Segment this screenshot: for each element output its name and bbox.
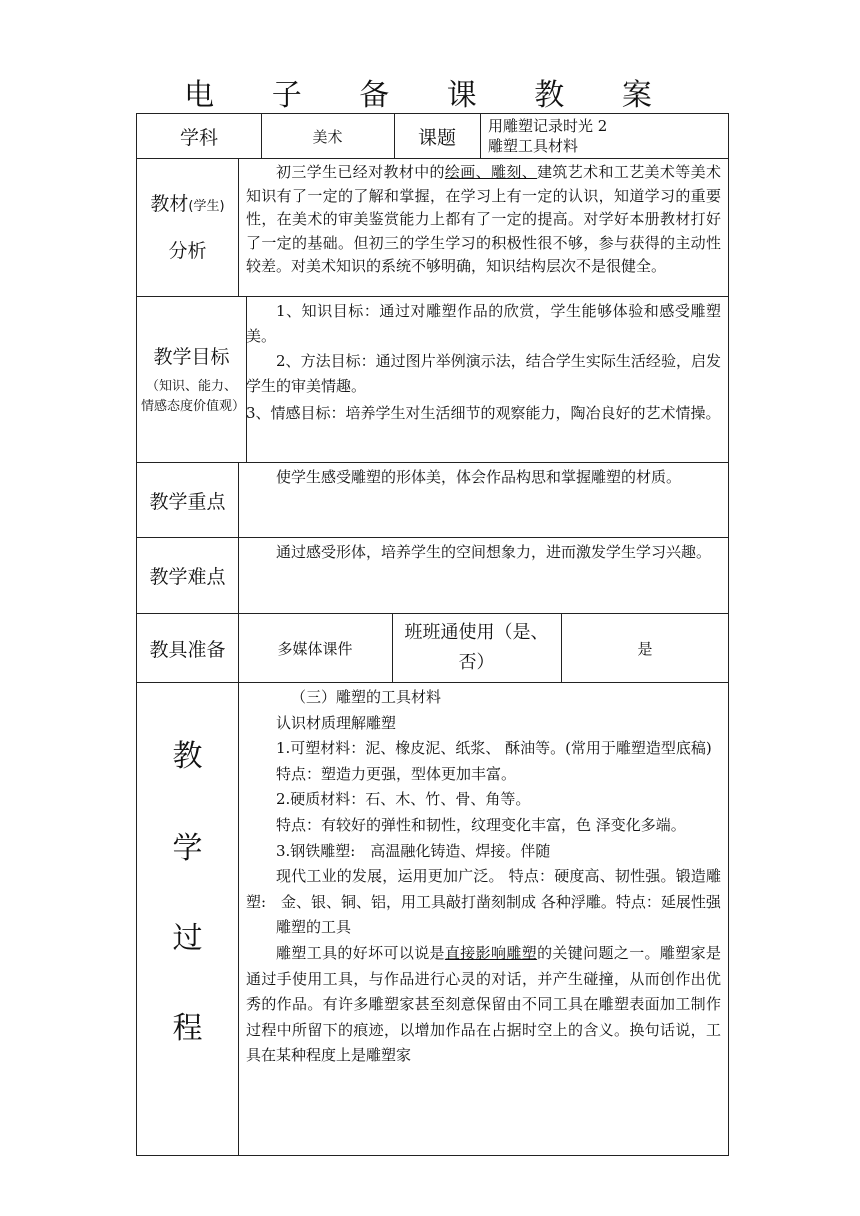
process-line: （三）雕塑的工具材料 — [291, 688, 442, 706]
process-line: 特点：有较好的弹性和韧性，纹理变化丰富，色 泽变化多端。 — [276, 815, 686, 834]
equipment-row — [136, 613, 729, 683]
process-label-char: 程 — [172, 1011, 203, 1046]
objective-item: 3、情感目标：培养学生对生活细节的观察能力，陶冶良好的艺术情操。 — [246, 404, 721, 422]
objective-item: 1、知识目标：通过对雕塑作品的欣赏，学生能够体验和感受雕塑美。 — [246, 302, 721, 345]
analysis-label-main: 教材 — [150, 193, 189, 215]
objectives-text — [238, 297, 728, 430]
analysis-text — [238, 159, 728, 281]
analysis-text-u1: 绘画、 — [444, 163, 491, 181]
process-line-underlined: 直接影响雕塑 — [444, 943, 538, 962]
process-row — [136, 682, 729, 1156]
analysis-text-pre: 初三学生已经对教材中的 — [276, 163, 445, 181]
process-line: 3.钢铁雕塑: 高温融化铸造、焊接。伴随 — [276, 841, 551, 860]
process-label-char: 教 — [172, 739, 203, 774]
banbantong-label: 班班通使用（是、否） — [392, 614, 562, 682]
analysis-label — [137, 159, 239, 296]
difficulties-label: 教学难点 — [137, 538, 239, 613]
objective-item: 2、方法目标：通过图片举例演示法，结合学生实际生活经验，启发学生的审美情趣。 — [246, 352, 721, 395]
topic-value-line1: 用雕塑记录时光 2 — [488, 117, 608, 135]
analysis-label-tail: 分析 — [168, 240, 207, 262]
process-line: 认识材质理解雕塑 — [276, 713, 397, 732]
process-label-char: 过 — [172, 921, 203, 956]
topic-value-box — [480, 114, 728, 158]
topic-value-line2: 雕塑工具材料 — [488, 137, 579, 155]
difficulties-row — [136, 537, 729, 614]
analysis-row — [136, 158, 729, 297]
process-label-char: 学 — [172, 831, 203, 866]
process-label — [137, 683, 239, 1155]
lesson-plan-body — [136, 113, 729, 1156]
key-points-text — [238, 463, 728, 492]
subject-value-text: 美术 — [312, 127, 343, 146]
objectives-row — [136, 296, 729, 463]
equipment-label: 教具准备 — [137, 614, 239, 682]
process-line: 现代工业的发展，运用更加广泛。 特点：硬度高、韧性强。锻造雕塑: 金、银、铜、铝，用工具敲打凿刻制成 各种浮雕。特点：延展性强 — [246, 867, 721, 911]
topic-label-text: 课题 — [417, 126, 456, 149]
key-points-content: 使学生感受雕塑的形体美，体会作品构思和掌握雕塑的材质。 — [276, 468, 682, 486]
process-line: 1.可塑材料：泥、橡皮泥、纸浆、 酥油等。(常用于雕塑造型底稿) — [276, 739, 712, 758]
process-text — [238, 683, 728, 1071]
subject-value-box — [261, 114, 395, 158]
process-line-part: 雕塑工具的好坏可以说是 — [276, 943, 445, 962]
page-title: 电 子 备 课 教 案 — [184, 78, 676, 113]
subject-label-text: 学科 — [179, 126, 218, 149]
header-row-block — [136, 113, 729, 159]
process-line: 2.硬质材料：石、木、竹、骨、角等。 — [276, 790, 531, 809]
analysis-label-paren: (学生) — [188, 199, 225, 214]
process-line: 特点：塑造力更强，型体更加丰富。 — [276, 764, 517, 783]
topic-label-box — [394, 114, 481, 158]
analysis-text-u2: 雕刻、 — [490, 163, 538, 181]
subject-label-box — [137, 114, 262, 158]
difficulties-content: 通过感受形体，培养学生的空间想象力，进而激发学生学习兴趣。 — [276, 543, 712, 561]
process-line — [246, 941, 721, 1069]
key-points-label: 教学重点 — [137, 463, 239, 537]
objectives-label-main: 教学目标 — [153, 346, 230, 368]
process-line: 雕塑的工具 — [276, 918, 352, 937]
analysis-text-post: 建筑艺术和工艺美术等美术知识有了一定的了解和掌握，在学习上有一定的认识，知道学习的重要性，在美术的审美鉴赏能力上都有了一定的提高。对学好本册教材打好了一定的基础。但初三的学生学习的积极性很不够，参与获得的主动性较差。对美术知识的系统不够明确，知识结构层次不是很健全。 — [246, 163, 721, 275]
key-points-row — [136, 462, 729, 538]
equipment-value: 多媒体课件 — [238, 614, 393, 682]
objectives-label — [137, 297, 247, 462]
objectives-label-sub: （知识、能力、情感态度价值观） — [141, 379, 246, 414]
banbantong-value: 是 — [637, 639, 653, 658]
process-line-part: 的关键问题之一。雕塑家是通过手使用工具，与作品进行心灵的对话，并产生碰撞，从而创作出优秀的作品。有许多雕塑家甚至刻意保留由不同工具在雕塑表面加工制作过程中所留下的痕迹，以增加作品在占据时空上的含义。换句话说，工具在某种程度上是雕塑家 — [246, 943, 721, 1065]
difficulties-text — [238, 538, 728, 567]
